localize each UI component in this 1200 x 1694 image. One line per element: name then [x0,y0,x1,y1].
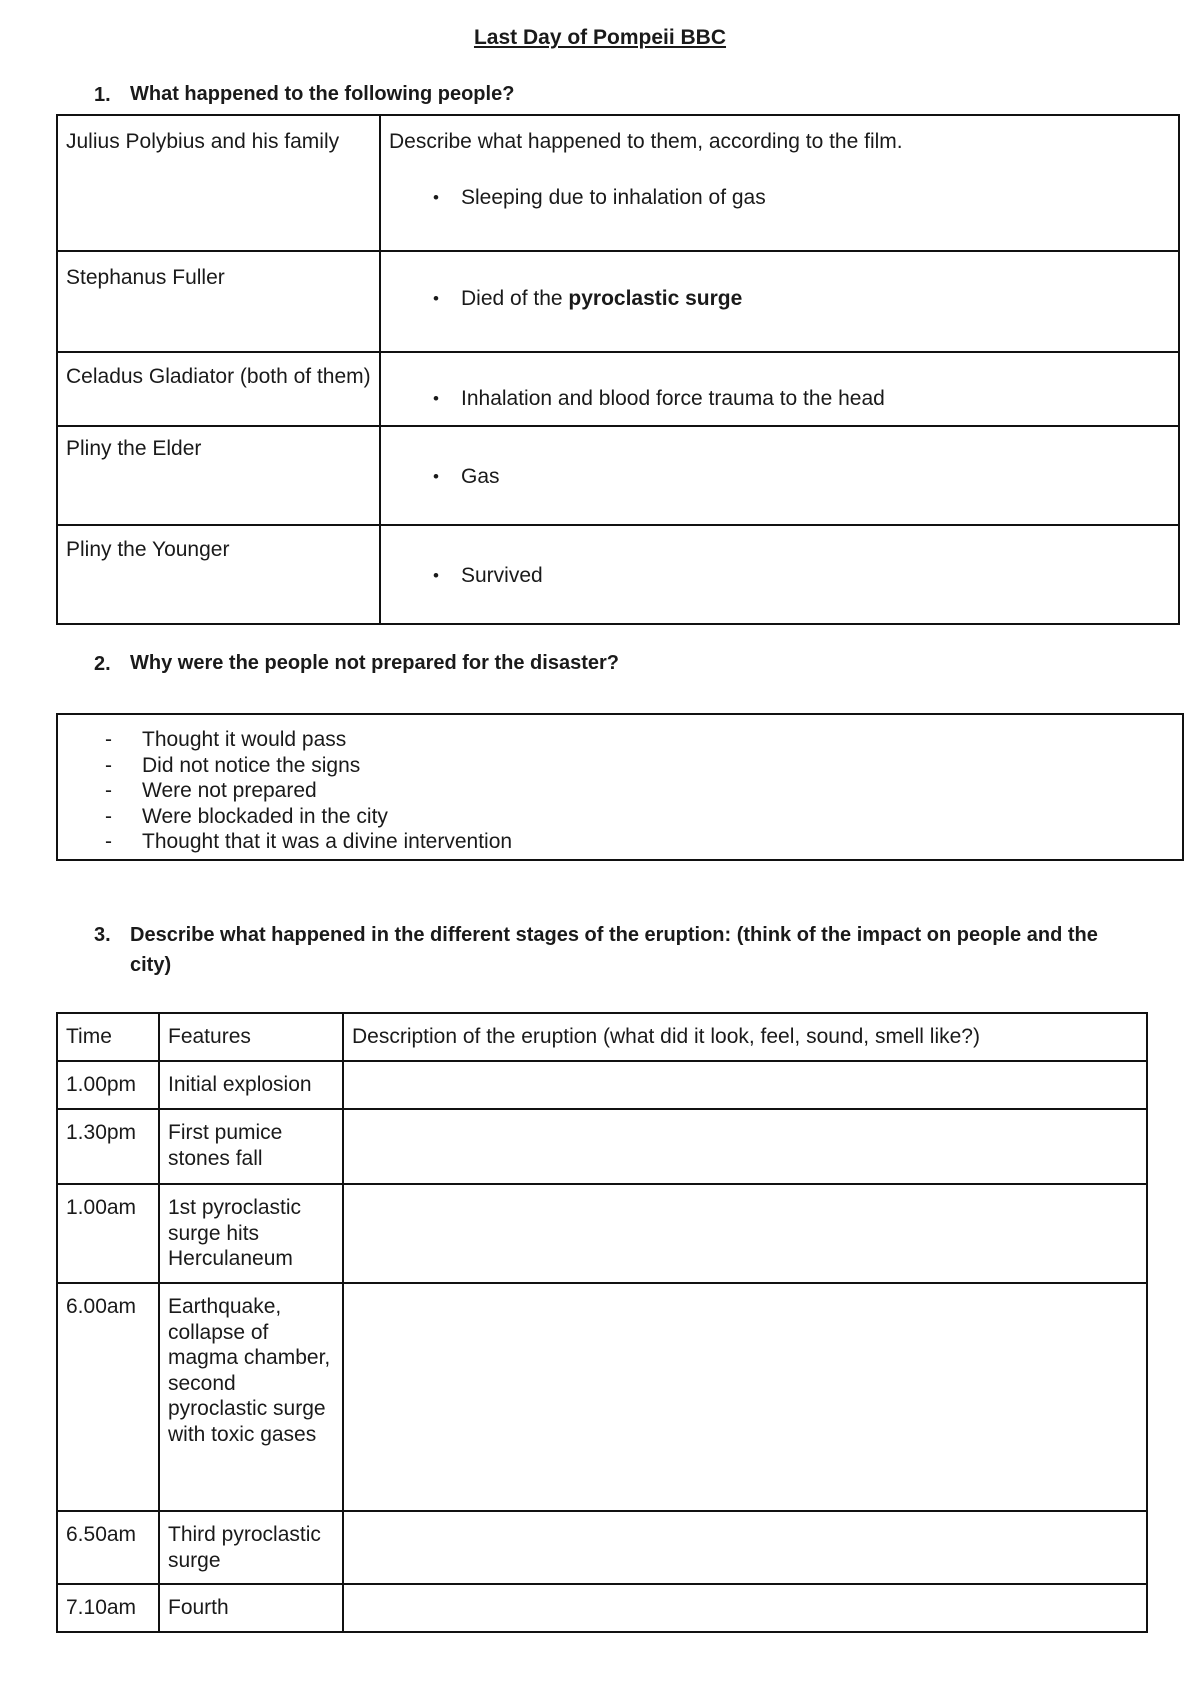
answer-cell[interactable] [380,352,1179,426]
person-name-cell [57,352,380,426]
dash-bullet: - [105,804,112,828]
list-item [58,829,1182,855]
description-cell[interactable] [343,1109,1147,1184]
person-name: Pliny the Younger [66,538,230,561]
table-row [57,426,1179,525]
dash-bullet: - [105,830,112,853]
description-cell[interactable] [343,1283,1147,1511]
answer-cell[interactable] [380,251,1179,352]
dash-bullet: - [105,728,112,751]
person-name-cell [57,525,380,624]
table-row [57,1283,1147,1511]
answer-bullet [389,186,1170,210]
question-2-text: Why were the people not prepared for the disaster? [130,652,619,674]
bullet-icon: • [433,188,439,207]
features-cell: First pumice stones fall [159,1109,343,1184]
description-cell[interactable] [343,1511,1147,1584]
dash-bullet: - [105,779,112,802]
answer-bullet [389,465,1170,489]
person-name: Pliny the Elder [66,437,202,460]
time-cell: 6.00am [57,1283,159,1511]
table-row [57,1584,1147,1632]
answer-intro: Describe what happened to them, according to the film. [389,130,903,153]
bullet-icon: • [433,389,439,408]
page-title: Last Day of Pompeii BBC [473,26,727,49]
dash-bullet: - [105,753,112,777]
question-3-text: Describe what happened in the different stages of the eruption: (think of the impact on people and the city) [130,924,1098,976]
table-row [57,525,1179,624]
answer-text [461,287,742,311]
features-cell: Initial explosion [159,1061,343,1109]
answer-box[interactable] [56,713,1184,861]
header-time: Time [57,1013,159,1061]
answer-text: Gas [461,465,500,488]
table-row [57,115,1179,251]
answer-text-plain: Died of the [461,287,569,310]
description-cell[interactable] [343,1584,1147,1632]
features-cell: 1st pyroclastic surge hits Herculaneum [159,1184,343,1283]
question-1-heading [94,84,514,107]
answer-cell[interactable] [380,525,1179,624]
time-cell: 7.10am [57,1584,159,1632]
person-name: Stephanus Fuller [66,266,225,289]
header-description: Description of the eruption (what did it look, feel, sound, smell like?) [343,1013,1147,1061]
question-3-number: 3. [94,924,111,946]
question-1-number: 1. [94,84,111,106]
list-item-text: Did not notice the signs [142,753,361,777]
table-row [57,1511,1147,1584]
person-name: Celadus Gladiator (both of them) [66,365,371,388]
question-1-text: What happened to the following people? [130,83,515,105]
table-row [57,1109,1147,1184]
table-row [57,1184,1147,1283]
table-row [57,352,1179,426]
features-cell: Third pyroclastic surge [159,1511,343,1584]
features-cell: Earthquake, collapse of magma chamber, second pyroclastic surge with toxic gases [159,1283,343,1511]
eruption-table [56,1012,1148,1633]
time-cell: 1.30pm [57,1109,159,1184]
time-cell: 6.50am [57,1511,159,1584]
answer-cell[interactable] [380,115,1179,251]
list-item [58,753,1182,779]
bullet-icon: • [433,289,439,308]
bullet-icon: • [433,467,439,486]
features-cell: Fourth [159,1584,343,1632]
answer-bullet [389,387,1170,411]
list-item [58,727,1182,753]
people-table [56,114,1180,625]
answer-bullet [389,564,1170,588]
answer-text: Survived [461,564,543,587]
list-item-text: Were blockaded in the city [142,804,388,828]
answer-text-bold: pyroclastic surge [568,287,743,310]
list-item [58,778,1182,804]
table-row [57,1061,1147,1109]
question-3-heading [94,920,1144,980]
answer-cell[interactable] [380,426,1179,525]
description-cell[interactable] [343,1061,1147,1109]
answer-text: Inhalation and blood force trauma to the head [461,387,885,410]
question-2-heading [94,653,619,676]
person-name-cell [57,251,380,352]
list-item-text: Thought that it was a divine intervention [142,830,513,853]
list-item-text: Thought it would pass [142,728,347,751]
table-header-row [57,1013,1147,1061]
list-item-text: Were not prepared [142,779,317,802]
question-2-number: 2. [94,653,111,675]
list-item [58,804,1182,830]
header-features: Features [159,1013,343,1061]
time-cell: 1.00am [57,1184,159,1283]
time-cell: 1.00pm [57,1061,159,1109]
person-name-cell [57,426,380,525]
person-name-cell [57,115,380,251]
answer-bullet [389,287,1170,311]
bullet-icon: • [433,566,439,585]
answer-text: Sleeping due to inhalation of gas [461,186,766,209]
description-cell[interactable] [343,1184,1147,1283]
table-row [57,251,1179,352]
person-name: Julius Polybius and his family [66,130,340,153]
